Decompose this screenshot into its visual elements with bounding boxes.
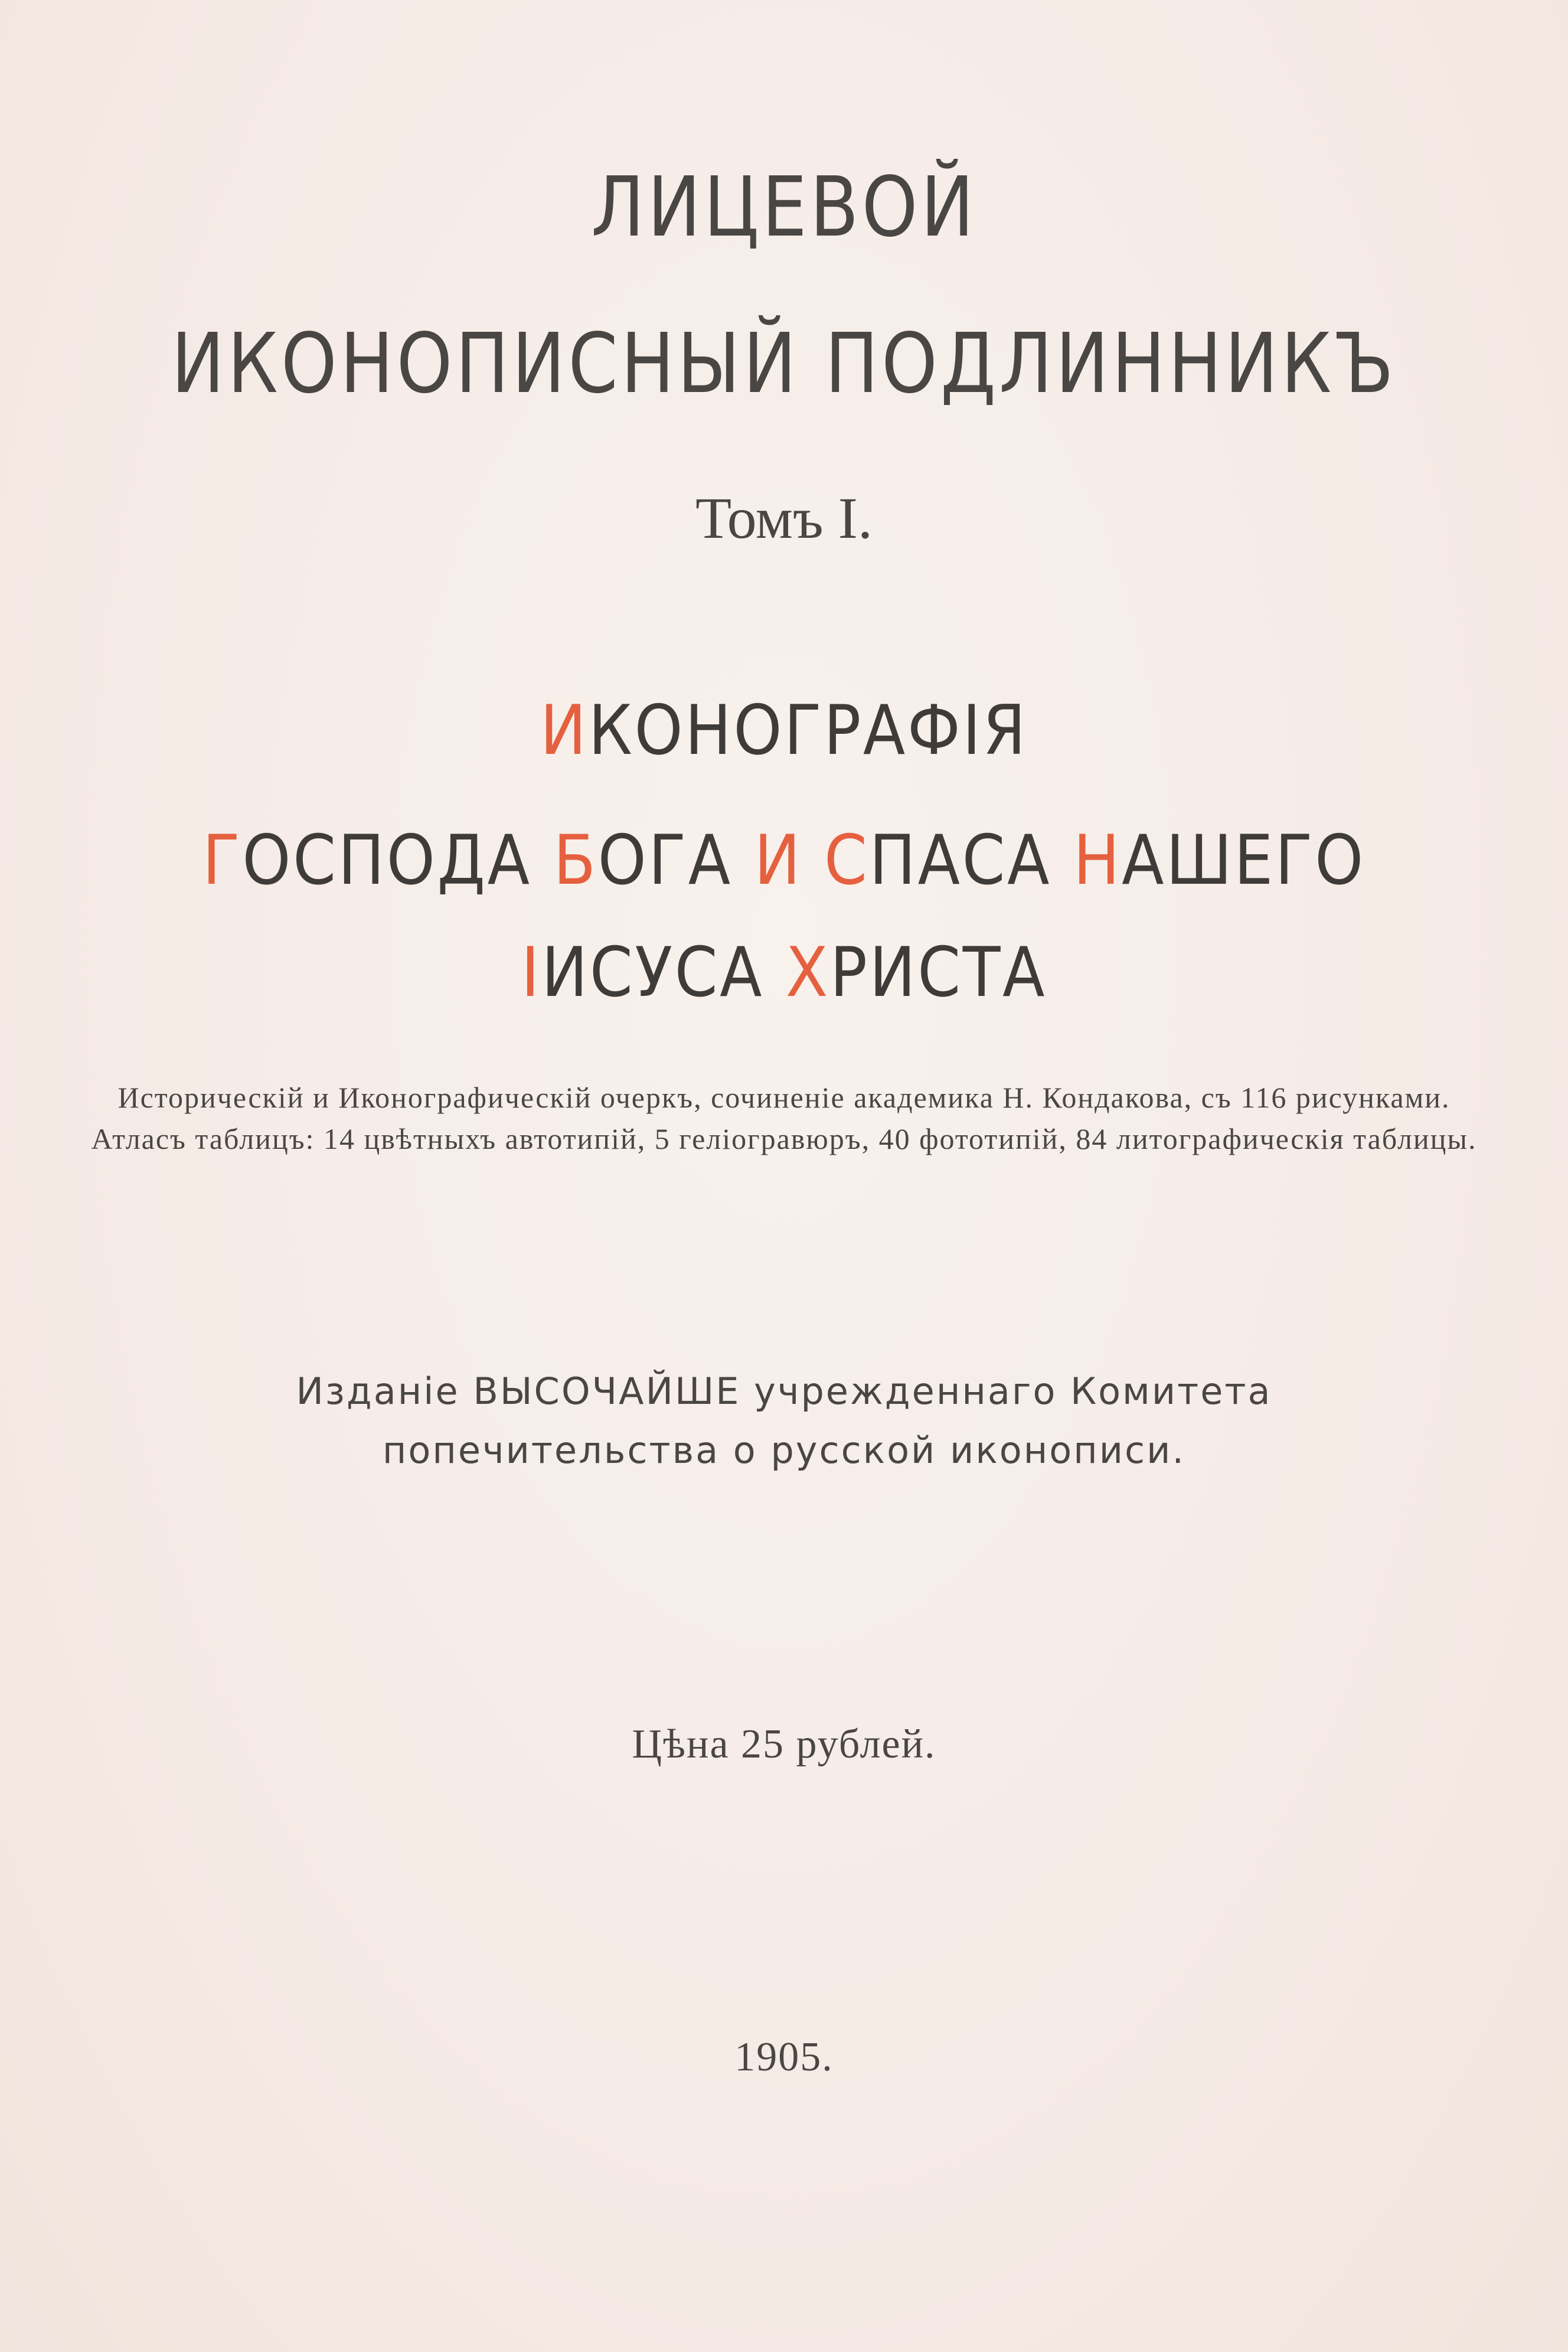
subtitle-word: ПАСА <box>869 821 1073 900</box>
red-initial: Б <box>553 821 598 900</box>
red-initial: Х <box>785 933 831 1012</box>
price-label: Цѣна 25 рублей. <box>632 1721 936 1767</box>
red-initial: И <box>540 691 589 770</box>
description-line-1: Историческій и Иконографическій очеркъ, сочиненіе академика Н. Кондакова, съ 116 рисунками. <box>117 1081 1451 1114</box>
subtitle-word: ИСУСА <box>541 933 786 1012</box>
subtitle-line-2 <box>79 821 1489 900</box>
subtitle-word: ОГА <box>597 821 754 900</box>
red-initial: С <box>824 821 870 900</box>
publisher-line-1: Изданіе ВЫСОЧАЙШЕ учрежденнаго Комитета <box>296 1370 1272 1413</box>
volume-label: Томъ I. <box>695 485 873 551</box>
subtitle-line-1 <box>79 691 1489 770</box>
subtitle-word: АШЕГО <box>1122 821 1366 900</box>
red-initial: І <box>521 933 542 1012</box>
subtitle-word <box>802 821 824 900</box>
red-initial: Н <box>1073 821 1122 900</box>
publisher-line-2: попечительства о русской иконописи. <box>382 1429 1186 1472</box>
subtitle-word: РИСТА <box>830 933 1047 1012</box>
red-initial: И <box>754 821 803 900</box>
title-line-1: ЛИЦЕВОЙ <box>591 159 977 256</box>
red-initial: Г <box>202 821 243 900</box>
subtitle-line-3 <box>79 933 1489 1012</box>
subtitle-word: ОСПОДА <box>242 821 554 900</box>
subtitle-word: КОНОГРАФІЯ <box>588 691 1028 770</box>
publication-year: 1905. <box>734 2034 834 2080</box>
description-line-2: Атласъ таблицъ: 14 цвѣтныхъ автотипій, 5 геліогравюръ, 40 фототипій, 84 литографическія таблицы. <box>91 1122 1477 1155</box>
title-line-2: ИКОНОПИСНЫЙ ПОДЛИННИКЪ <box>171 316 1397 412</box>
